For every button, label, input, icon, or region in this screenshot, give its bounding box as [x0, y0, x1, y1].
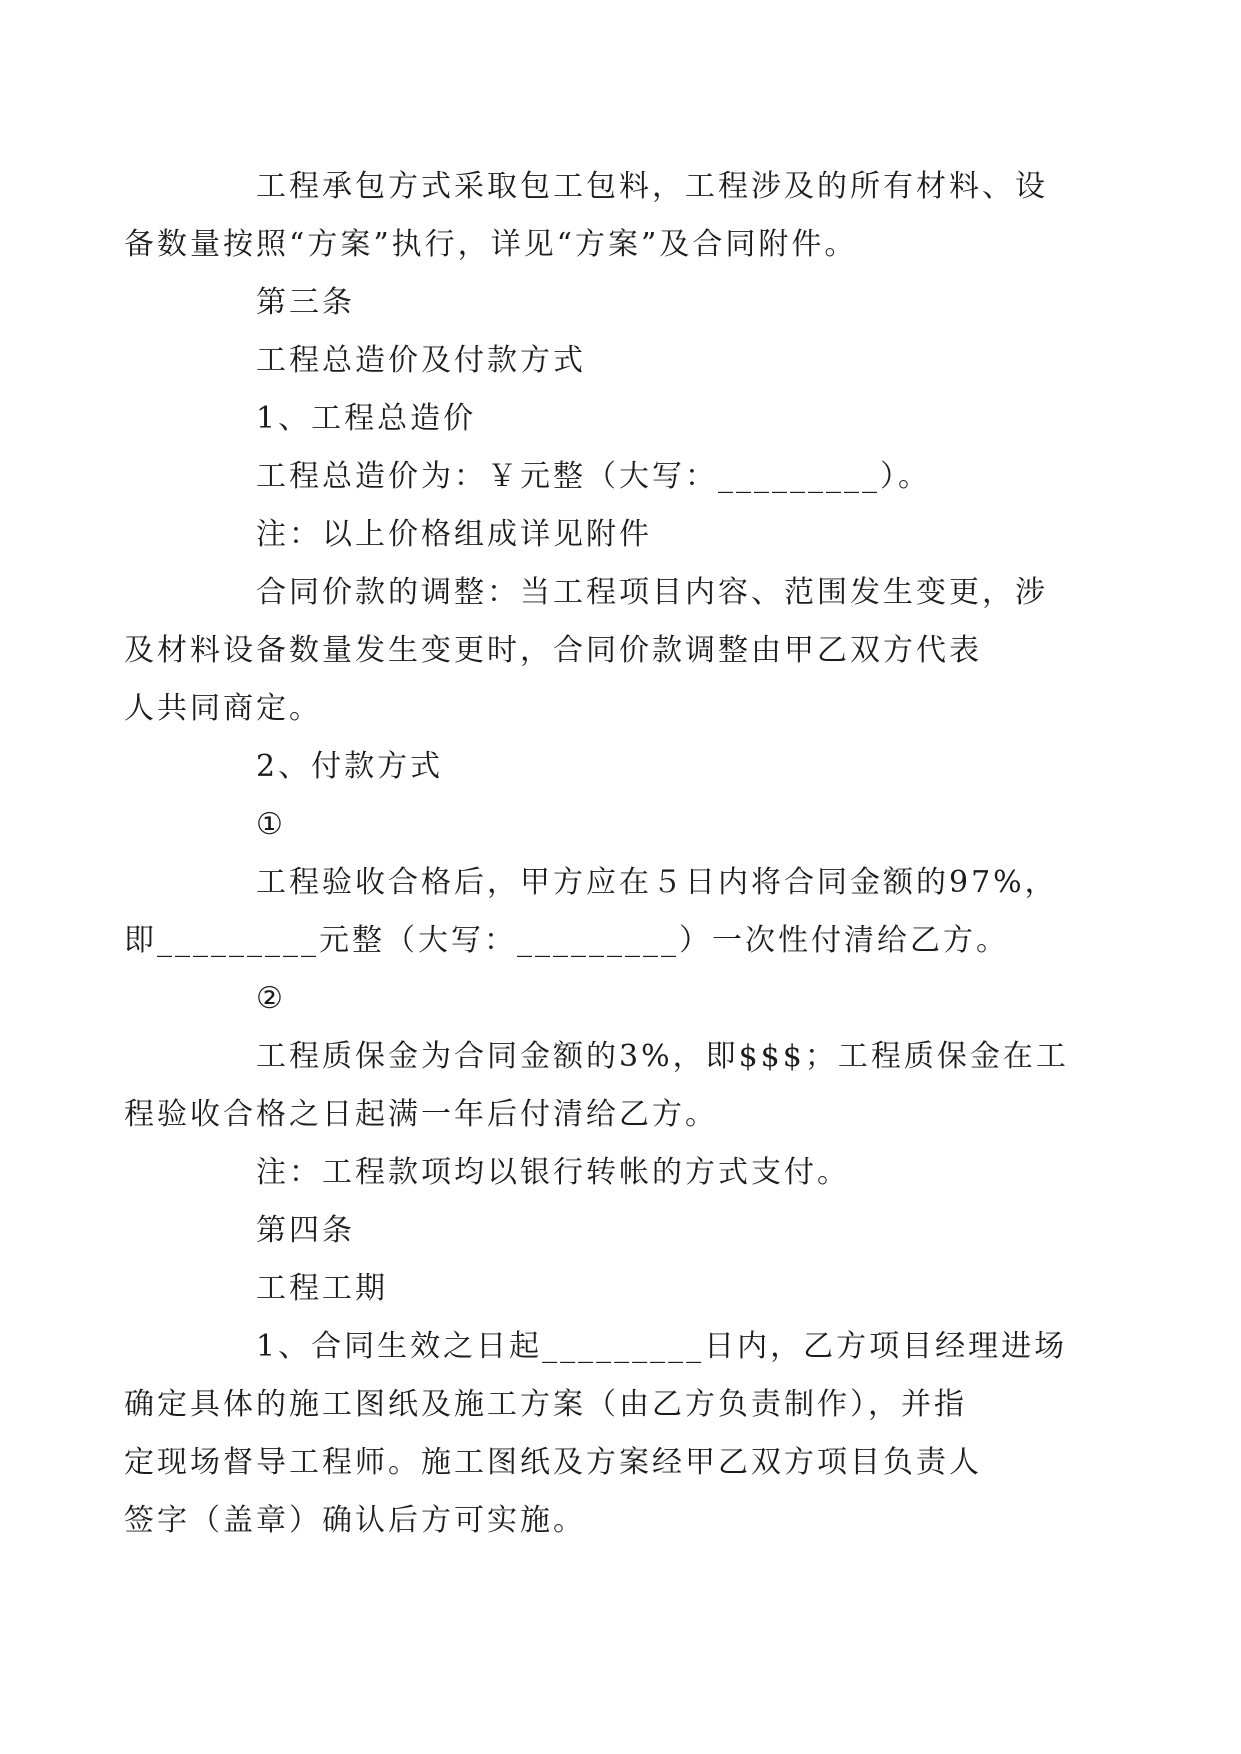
text-line: ② — [256, 981, 286, 1016]
text-line: 工程验收合格后，甲方应在５日内将合同金额的97%， — [256, 865, 1058, 900]
text-line: 合同价款的调整：当工程项目内容、范围发生变更，涉 — [256, 575, 1048, 610]
text-line: 定现场督导工程师。施工图纸及方案经甲乙双方项目负责人 — [124, 1445, 982, 1480]
text-line: 2、付款方式 — [256, 749, 444, 784]
paragraph-contract-mode — [124, 158, 1070, 274]
text-line: 第三条 — [256, 285, 355, 320]
text-line: 工程工期 — [256, 1271, 388, 1306]
document-body — [124, 158, 1070, 1550]
note-price-composition — [190, 506, 1070, 564]
paragraph-warranty-deposit — [124, 1028, 1070, 1144]
item-marker-1 — [190, 796, 1070, 854]
item-marker-2 — [190, 970, 1070, 1028]
text-line: 工程总造价及付款方式 — [256, 343, 586, 378]
text-line: 程验收合格之日起满一年后付清给乙方。 — [124, 1097, 718, 1132]
article-heading-3 — [190, 274, 1070, 332]
text-line: 工程承包方式采取包工包料，工程涉及的所有材料、设 — [256, 169, 1048, 204]
text-line: 注：工程款项均以银行转帐的方式支付。 — [256, 1155, 850, 1190]
text-line: 注：以上价格组成详见附件 — [256, 517, 652, 552]
text-line: 签字（盖章）确认后方可实施。 — [124, 1503, 586, 1538]
text-line: 工程总造价为：￥元整（大写：_________）。 — [256, 459, 931, 494]
paragraph-price-adjustment — [124, 564, 1070, 738]
article-title-price-payment — [190, 332, 1070, 390]
text-line: 第四条 — [256, 1213, 355, 1248]
text-line: ① — [256, 807, 286, 842]
article-title-schedule — [190, 1260, 1070, 1318]
note-bank-transfer — [190, 1144, 1070, 1202]
article-heading-4 — [190, 1202, 1070, 1260]
subheading-total-price — [190, 390, 1070, 448]
text-line: 1、合同生效之日起_________日内，乙方项目经理进场 — [256, 1329, 1068, 1364]
text-line: 及材料设备数量发生变更时，合同价款调整由甲乙双方代表 — [124, 633, 982, 668]
text-line: 确定具体的施工图纸及施工方案（由乙方负责制作），并指 — [124, 1387, 967, 1422]
text-line: 1、工程总造价 — [256, 401, 477, 436]
paragraph-project-start — [124, 1318, 1070, 1550]
subheading-payment-method — [190, 738, 1070, 796]
text-line: 即_________元整（大写：_________）一次性付清给乙方。 — [124, 923, 1009, 958]
text-line: 工程质保金为合同金额的3%，即$$$；工程质保金在工 — [256, 1039, 1069, 1074]
text-line: 人共同商定。 — [124, 691, 322, 726]
paragraph-total-price-amount — [190, 448, 1070, 506]
paragraph-acceptance-payment — [124, 854, 1070, 970]
text-line: 备数量按照“方案”执行，详见“方案”及合同附件。 — [124, 227, 858, 262]
